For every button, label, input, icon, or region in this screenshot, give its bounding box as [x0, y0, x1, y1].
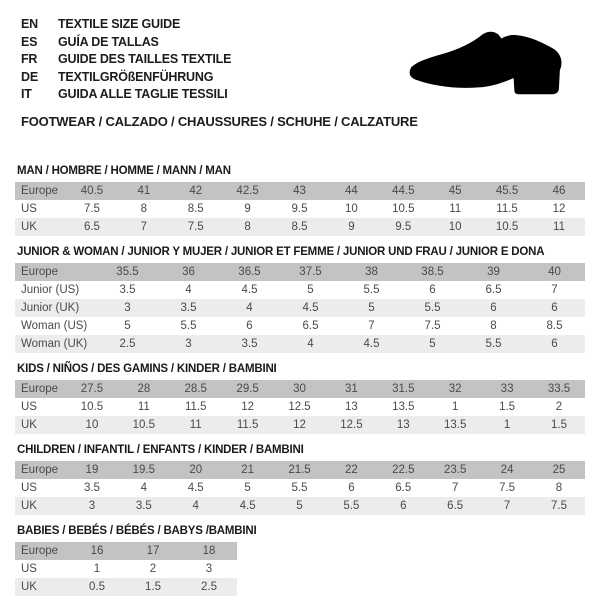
- size-table-block-junior-woman: [15, 246, 585, 353]
- size-value-cell: 8: [140, 202, 148, 215]
- size-value-cell: 10: [345, 202, 358, 215]
- size-table-block-children: [15, 444, 585, 515]
- size-value-cell: 23.5: [429, 461, 481, 479]
- size-value-cell: 10.5: [392, 202, 415, 215]
- size-value-cell: 40: [524, 263, 585, 281]
- table-row: [15, 218, 585, 236]
- size-value-cell: 3.5: [219, 335, 280, 353]
- size-table-title: MAN / HOMBRE / HOMME / MANN / MAN: [17, 164, 231, 177]
- size-value-cell: 38.5: [402, 263, 463, 281]
- size-value-cell: 7: [368, 319, 375, 332]
- row-label: UK: [15, 578, 69, 596]
- size-value-cell: 5.5: [402, 299, 463, 317]
- size-value-cell: 2.5: [181, 578, 237, 596]
- size-value-cell: 12.5: [288, 400, 311, 413]
- size-value-cell: 11: [170, 416, 222, 434]
- row-label: US: [21, 400, 37, 413]
- size-value-cell: 5.5: [463, 335, 524, 353]
- size-value-cell: 7.5: [424, 319, 441, 332]
- size-value-cell: 8.5: [187, 202, 204, 215]
- size-value-cell: 9: [325, 218, 377, 236]
- row-label: Europe: [15, 380, 66, 398]
- size-value-cell: 28: [118, 380, 170, 398]
- row-label: US: [21, 562, 37, 575]
- size-value-cell: 9.5: [377, 218, 429, 236]
- size-value-cell: 6: [246, 319, 253, 332]
- size-value-cell: 24: [481, 461, 533, 479]
- size-value-cell: 6.5: [485, 283, 502, 296]
- size-value-cell: 7.5: [83, 202, 100, 215]
- size-value-cell: 27.5: [66, 380, 118, 398]
- row-label: US: [21, 481, 37, 494]
- size-table-title: JUNIOR & WOMAN / JUNIOR Y MUJER / JUNIOR ET FEMME / JUNIOR UND FRAU / JUNIOR E DONA: [17, 245, 545, 258]
- size-value-cell: 21: [222, 461, 274, 479]
- size-table: [15, 182, 585, 236]
- size-value-cell: 12: [552, 202, 566, 215]
- size-value-cell: 43: [274, 182, 326, 200]
- size-value-cell: 4.5: [222, 497, 274, 515]
- size-value-cell: 3.5: [118, 497, 170, 515]
- table-row: [15, 299, 585, 317]
- size-value-cell: 3: [158, 335, 219, 353]
- size-value-cell: 19.5: [118, 461, 170, 479]
- size-value-cell: 6: [524, 299, 585, 317]
- table-row: [15, 335, 585, 353]
- size-table-title: BABIES / BEBÉS / BÉBÉS / BABYS /BAMBINI: [17, 524, 257, 537]
- size-value-cell: 19: [66, 461, 118, 479]
- size-value-cell: 31.5: [377, 380, 429, 398]
- language-code: ES: [21, 34, 38, 49]
- size-table: [15, 263, 585, 353]
- language-code: FR: [21, 52, 38, 67]
- language-label: GUIDE DES TAILLES TEXTILE: [58, 52, 232, 67]
- size-value-cell: 2: [149, 562, 157, 575]
- size-value-cell: 6: [377, 497, 429, 515]
- size-value-cell: 1: [93, 562, 101, 575]
- size-value-cell: 7.5: [499, 481, 516, 494]
- size-value-cell: 11: [533, 218, 585, 236]
- size-value-cell: 4: [219, 299, 280, 317]
- size-value-cell: 8: [490, 319, 497, 332]
- table-row: [15, 182, 585, 200]
- size-value-cell: 6.5: [429, 497, 481, 515]
- size-value-cell: 7.5: [170, 218, 222, 236]
- size-value-cell: 5: [124, 319, 131, 332]
- size-value-cell: 9.5: [291, 202, 308, 215]
- row-label: UK: [15, 497, 66, 515]
- size-value-cell: 2: [555, 400, 563, 413]
- size-value-cell: 6: [348, 481, 355, 494]
- size-value-cell: 1: [481, 416, 533, 434]
- size-value-cell: 5.5: [325, 497, 377, 515]
- size-table-block-man: [15, 165, 585, 236]
- size-value-cell: 3.5: [83, 481, 100, 494]
- size-table: [15, 461, 585, 515]
- table-row: [15, 263, 585, 281]
- size-value-cell: 10: [429, 218, 481, 236]
- size-value-cell: 6: [524, 335, 585, 353]
- size-value-cell: 7: [451, 481, 459, 494]
- size-value-cell: 11: [137, 400, 150, 413]
- size-value-cell: 11.5: [222, 416, 274, 434]
- size-value-cell: 13: [377, 416, 429, 434]
- table-row: [15, 398, 585, 416]
- size-value-cell: 36: [158, 263, 219, 281]
- size-value-cell: 1.5: [125, 578, 181, 596]
- size-value-cell: 6.5: [66, 218, 118, 236]
- size-value-cell: 1.5: [499, 400, 516, 413]
- size-value-cell: 9: [244, 202, 251, 215]
- row-label: Europe: [15, 263, 97, 281]
- size-value-cell: 36.5: [219, 263, 280, 281]
- size-value-cell: 4.5: [187, 481, 204, 494]
- language-code: DE: [21, 69, 38, 84]
- size-value-cell: 38: [341, 263, 402, 281]
- size-value-cell: 1: [451, 400, 459, 413]
- size-value-cell: 18: [181, 542, 237, 560]
- table-row: [15, 578, 237, 596]
- size-table: [15, 542, 237, 596]
- size-value-cell: 44: [325, 182, 377, 200]
- size-value-cell: 40.5: [66, 182, 118, 200]
- size-value-cell: 11.5: [184, 400, 207, 413]
- size-value-cell: 5: [402, 335, 463, 353]
- size-value-cell: 4.5: [280, 299, 341, 317]
- size-value-cell: 39: [463, 263, 524, 281]
- size-value-cell: 5: [244, 481, 251, 494]
- size-value-cell: 11: [449, 202, 462, 215]
- row-label: Europe: [15, 182, 66, 200]
- size-value-cell: 32: [429, 380, 481, 398]
- size-value-cell: 25: [533, 461, 585, 479]
- size-value-cell: 7.5: [533, 497, 585, 515]
- size-value-cell: 4: [280, 335, 341, 353]
- size-value-cell: 4: [140, 481, 148, 494]
- size-value-cell: 6: [463, 299, 524, 317]
- size-value-cell: 8: [222, 218, 274, 236]
- size-value-cell: 8.5: [546, 319, 563, 332]
- size-value-cell: 7: [551, 283, 558, 296]
- row-label: Europe: [15, 542, 69, 560]
- size-value-cell: 20: [170, 461, 222, 479]
- language-code: EN: [21, 17, 38, 31]
- table-row: [15, 542, 237, 560]
- size-value-cell: 22.5: [377, 461, 429, 479]
- row-label: Woman (US): [21, 319, 88, 332]
- size-value-cell: 10.5: [80, 400, 104, 413]
- table-row: [15, 479, 585, 497]
- size-value-cell: 10: [66, 416, 118, 434]
- row-label: UK: [15, 416, 66, 434]
- table-row: [15, 317, 585, 335]
- size-value-cell: 12.5: [325, 416, 377, 434]
- size-value-cell: 37.5: [280, 263, 341, 281]
- size-value-cell: 2.5: [97, 335, 158, 353]
- shoe-icon: [392, 12, 582, 108]
- size-value-cell: 45.5: [481, 182, 533, 200]
- size-table: [15, 380, 585, 434]
- size-value-cell: 13.5: [392, 400, 415, 413]
- size-value-cell: 13.5: [429, 416, 481, 434]
- size-value-cell: 12: [274, 416, 326, 434]
- table-row: [15, 200, 585, 218]
- size-value-cell: 11.5: [496, 202, 518, 215]
- row-label: Europe: [15, 461, 66, 479]
- size-value-cell: 16: [69, 542, 125, 560]
- language-code: IT: [21, 87, 32, 102]
- size-value-cell: 33: [481, 380, 533, 398]
- size-table-title: KIDS / NIÑOS / DES GAMINS / KINDER / BAMBINI: [17, 362, 277, 375]
- size-value-cell: 10.5: [481, 218, 533, 236]
- size-value-cell: 46: [533, 182, 585, 200]
- size-value-cell: 5.5: [180, 319, 197, 332]
- language-label: TEXTILGRÖßENFÜHRUNG: [58, 69, 214, 84]
- size-value-cell: 3: [205, 562, 213, 575]
- table-row: [15, 281, 585, 299]
- size-value-cell: 4: [170, 497, 222, 515]
- size-value-cell: 29.5: [222, 380, 274, 398]
- language-label: TEXTILE SIZE GUIDE: [58, 17, 181, 31]
- size-value-cell: 42: [170, 182, 222, 200]
- row-label: UK: [15, 218, 66, 236]
- size-value-cell: 13: [345, 400, 358, 413]
- size-value-cell: 3: [97, 299, 158, 317]
- size-table-title: CHILDREN / INFANTIL / ENFANTS / KINDER / BAMBINI: [17, 443, 304, 456]
- size-value-cell: 5.5: [291, 481, 308, 494]
- size-value-cell: 44.5: [377, 182, 429, 200]
- table-row: [15, 497, 585, 515]
- size-value-cell: 4.5: [241, 283, 258, 296]
- language-label: GUIDA ALLE TAGLIE TESSILI: [58, 87, 228, 102]
- size-value-cell: 33.5: [533, 380, 585, 398]
- size-value-cell: 41: [118, 182, 170, 200]
- row-label: US: [21, 202, 37, 215]
- table-row: [15, 416, 585, 434]
- size-value-cell: 5: [274, 497, 326, 515]
- size-value-cell: 3.5: [158, 299, 219, 317]
- row-label: Woman (UK): [15, 335, 97, 353]
- size-value-cell: 7: [481, 497, 533, 515]
- size-value-cell: 31: [325, 380, 377, 398]
- size-value-cell: 6: [429, 283, 436, 296]
- size-value-cell: 3: [66, 497, 118, 515]
- size-value-cell: 21.5: [274, 461, 326, 479]
- size-value-cell: 30: [274, 380, 326, 398]
- table-row: [15, 380, 585, 398]
- size-value-cell: 28.5: [170, 380, 222, 398]
- size-value-cell: 7: [118, 218, 170, 236]
- size-value-cell: 8: [555, 481, 563, 494]
- size-value-cell: 5: [307, 283, 314, 296]
- size-tables: [15, 165, 585, 596]
- size-value-cell: 5: [341, 299, 402, 317]
- size-value-cell: 17: [125, 542, 181, 560]
- size-value-cell: 12: [241, 400, 255, 413]
- size-value-cell: 6.5: [302, 319, 319, 332]
- size-value-cell: 6.5: [395, 481, 412, 494]
- row-label: Junior (UK): [15, 299, 97, 317]
- size-value-cell: 42.5: [222, 182, 274, 200]
- size-value-cell: 22: [325, 461, 377, 479]
- table-row: [15, 560, 237, 578]
- size-value-cell: 4.5: [341, 335, 402, 353]
- size-value-cell: 4: [185, 283, 192, 296]
- size-value-cell: 35.5: [97, 263, 158, 281]
- size-value-cell: 8.5: [274, 218, 326, 236]
- size-table-block-kids: [15, 363, 585, 434]
- table-row: [15, 461, 585, 479]
- size-value-cell: 0.5: [69, 578, 125, 596]
- size-value-cell: 10.5: [118, 416, 170, 434]
- size-value-cell: 5.5: [363, 283, 380, 296]
- size-value-cell: 1.5: [533, 416, 585, 434]
- language-label: GUÍA DE TALLAS: [58, 34, 159, 49]
- size-value-cell: 3.5: [119, 283, 136, 296]
- category-line: FOOTWEAR / CALZADO / CHAUSSURES / SCHUHE / CALZATURE: [21, 113, 418, 129]
- size-value-cell: 45: [429, 182, 481, 200]
- size-table-block-babies: [15, 525, 585, 596]
- row-label: Junior (US): [21, 283, 80, 296]
